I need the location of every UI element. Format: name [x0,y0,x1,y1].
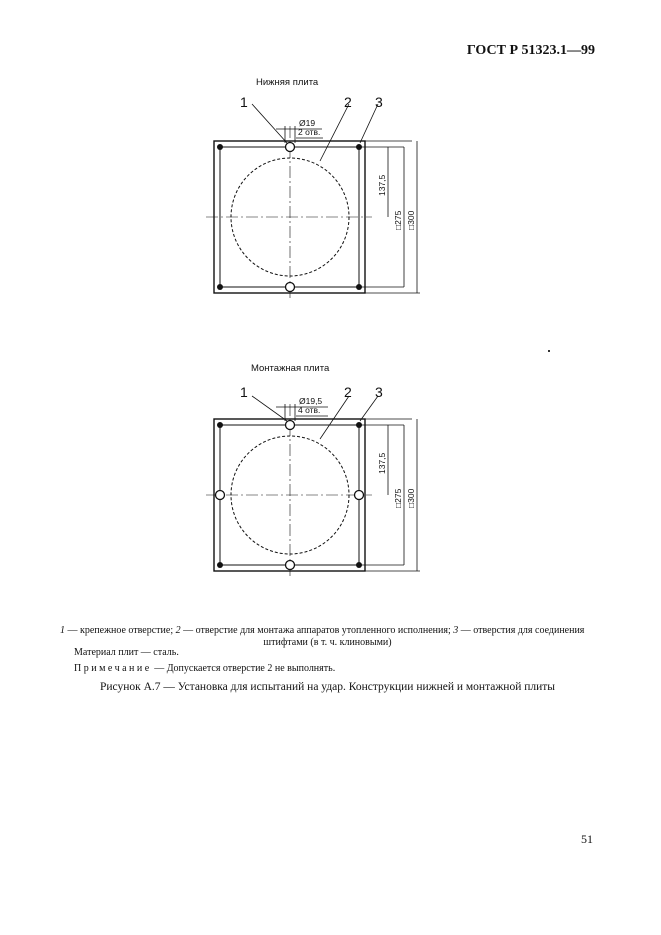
legend-num-1: 1 [60,625,65,636]
note-text: — Допускается отверстие 2 не выполнять. [151,663,336,674]
drawing-mounting-plate [0,280,661,610]
mount-hole-bottom [286,561,295,570]
callout-1: 1 [240,384,248,400]
dim-137-5: 137,5 [377,174,387,196]
dim-275: □275 [393,488,403,508]
mount-hole-top [286,421,295,430]
dim-300: □300 [406,210,416,230]
page-number: 51 [581,832,593,846]
hole-count: 4 отв. [298,405,321,415]
drawing-title-mounting-plate: Монтажная плита [251,363,330,374]
note [74,663,335,674]
figure-legend [60,625,595,649]
legend-line-1 [60,625,595,637]
document-header: ГОСТ Р 51323.1—99 [466,43,595,58]
hole-diameter: Ø19,5 [299,396,323,406]
note-label: Примечание [74,663,152,674]
drawing-title-bottom-plate: Нижняя плита [256,77,319,88]
hole-count: 2 отв. [298,127,321,137]
legend-num-2: 2 [175,625,181,636]
legend-text-3: — отверстия для соединения [458,625,585,636]
dim-137-5: 137,5 [377,452,387,474]
dim-275: □275 [393,210,403,230]
callout-2: 2 [344,94,352,110]
figure-caption: Рисунок А.7 — Установка для испытаний на удар. Конструкции нижней и монтажной плиты [100,681,556,693]
hole-diameter: Ø19 [299,118,316,128]
callout-3: 3 [375,384,383,400]
material-note: Материал плит — сталь. [74,647,179,658]
callout-2: 2 [344,384,352,400]
legend-text-1: — крепежное отверстие; [65,625,176,636]
legend-text-2: — отверстие для монтажа аппаратов утопленного исполнения; [180,625,454,636]
legend-num-3: 3 [453,625,459,636]
dim-300: □300 [406,488,416,508]
legend-line-2: штифтами (в т. ч. клиновыми) [263,637,392,648]
callout-1: 1 [240,94,248,110]
callout-3: 3 [375,94,383,110]
mount-hole-left [216,491,225,500]
mount-hole-top [286,143,295,152]
mount-hole-right [355,491,364,500]
